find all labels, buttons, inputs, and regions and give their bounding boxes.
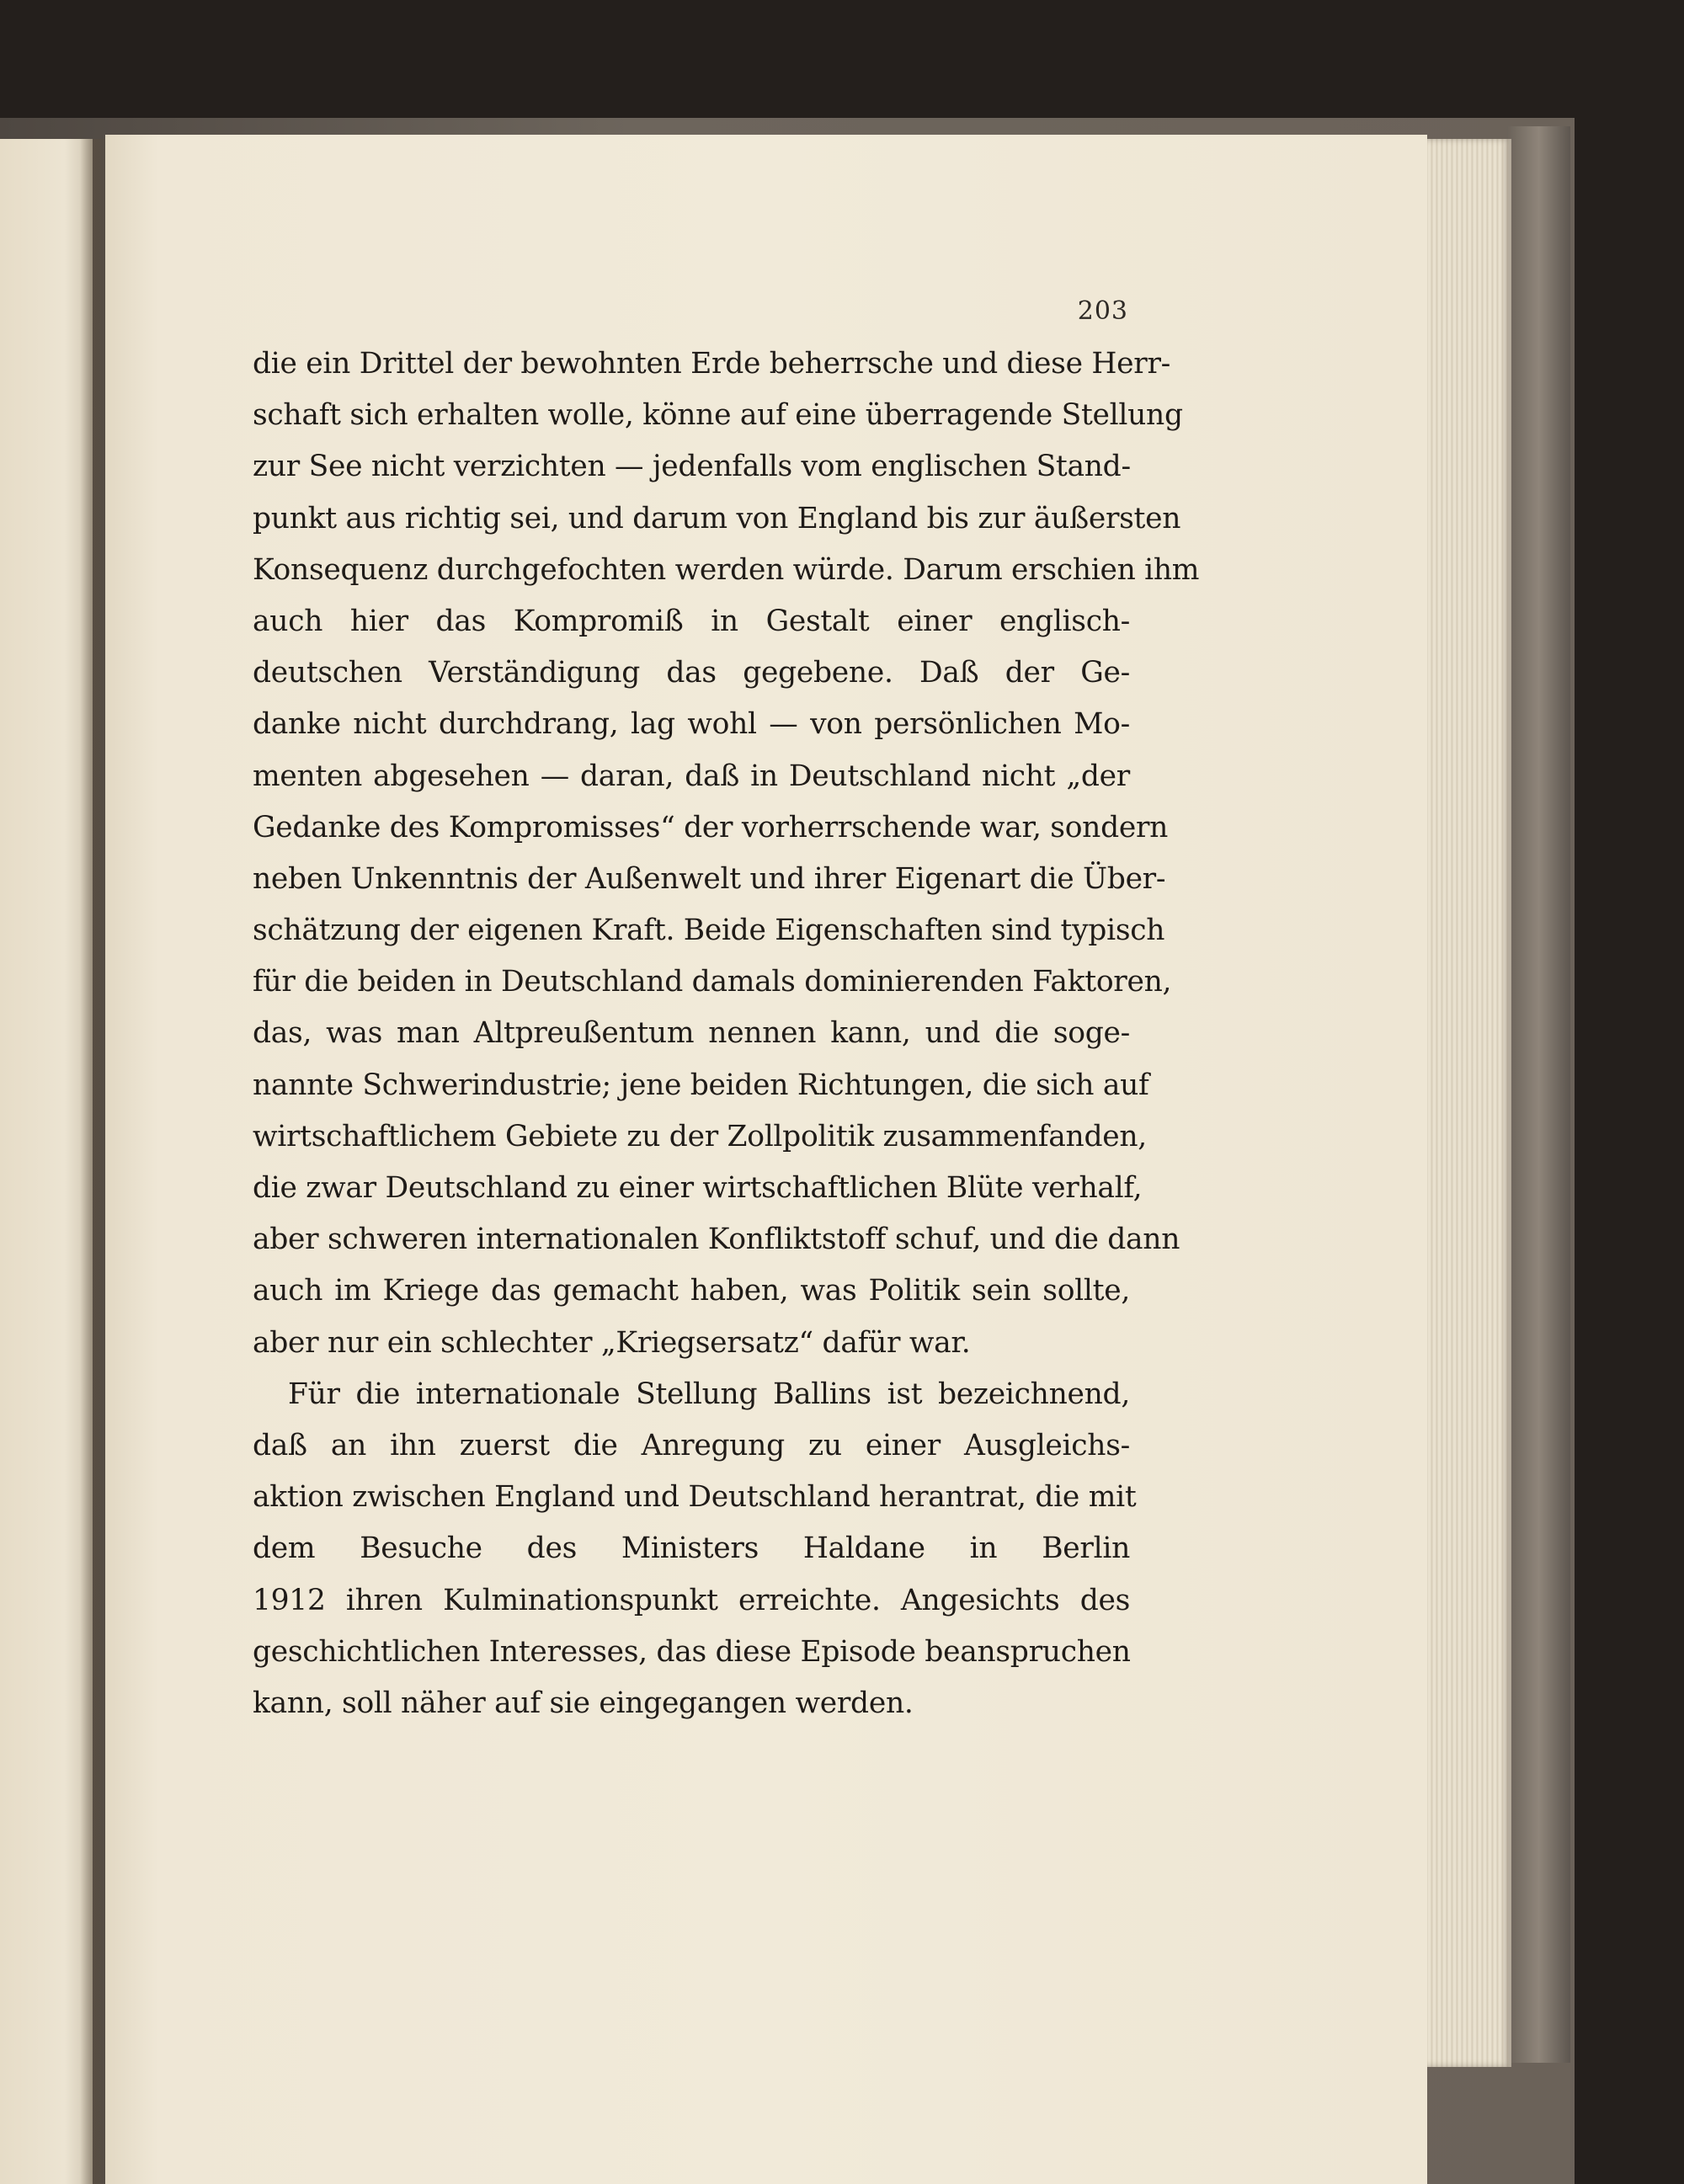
- text-line: nannte Schwerindustrie; jene beiden Richtungen, die sich auf: [253, 1068, 1149, 1102]
- text-line: das, was man Altpreußentum nennen kann, und die soge-: [253, 1016, 1130, 1051]
- text-line: auch hier das Kompromiß in Gestalt einer englisch-: [253, 604, 1130, 638]
- text-line: schaft sich erhalten wolle, könne auf eine überragende Stellung: [253, 398, 1183, 433]
- text-line: für die beiden in Deutschland damals dominierenden Faktoren,: [253, 965, 1172, 999]
- text-line: daß an ihn zuerst die Anregung zu einer Ausgleichs-: [253, 1428, 1130, 1462]
- text-line: kann, soll näher auf sie eingegangen werden.: [253, 1686, 914, 1720]
- text-line: danke nicht durchdrang, lag wohl — von persönlichen Mo-: [253, 707, 1130, 742]
- body-text: [253, 338, 1200, 1729]
- text-line: aber schweren internationalen Konfliktstoff schuf, und die dann: [253, 1223, 1180, 1257]
- text-line: Für die internationale Stellung Ballins ist bezeichnend,: [288, 1377, 1130, 1411]
- text-line: aber nur ein schlechter „Kriegsersatz“ dafür war.: [253, 1325, 971, 1360]
- page-edges: [1423, 139, 1511, 2067]
- text-line: schätzung der eigenen Kraft. Beide Eigenschaften sind typisch: [253, 914, 1165, 948]
- text-line: wirtschaftlichem Gebiete zu der Zollpolitik zusammenfanden,: [253, 1119, 1147, 1153]
- text-line: aktion zwischen England und Deutschland herantrat, die mit: [253, 1480, 1137, 1515]
- left-page: [0, 139, 93, 2184]
- text-line: die ein Drittel der bewohnten Erde beherrsche und diese Herr-: [253, 347, 1170, 381]
- text-line: menten abgesehen — daran, daß in Deutschland nicht „der: [253, 759, 1130, 793]
- text-line: punkt aus richtig sei, und darum von England bis zur äußersten: [253, 501, 1181, 535]
- text-line: neben Unkenntnis der Außenwelt und ihrer Eigenart die Über-: [253, 861, 1166, 896]
- text-line: Gedanke des Kompromisses“ der vorherrschende war, sondern: [253, 810, 1169, 844]
- text-line: deutschen Verständigung das gegebene. Daß der Ge-: [253, 656, 1130, 690]
- cover-edge: [1507, 126, 1570, 2063]
- text-line: die zwar Deutschland zu einer wirtschaftlichen Blüte verhalf,: [253, 1171, 1143, 1205]
- text-line: Konsequenz durchgefochten werden würde. Darum erschien ihm: [253, 552, 1200, 587]
- page-number: 203: [1077, 296, 1128, 326]
- text-line: 1912 ihren Kulminationspunkt erreichte. Angesichts des: [253, 1583, 1130, 1617]
- text-line: auch im Kriege das gemacht haben, was Politik sein sollte,: [253, 1274, 1130, 1308]
- text-line: zur See nicht verzichten — jedenfalls vom englischen Stand-: [253, 450, 1131, 484]
- text-line: dem Besuche des Ministers Haldane in Berlin: [253, 1531, 1130, 1566]
- text-line: geschichtlichen Interesses, das diese Episode beanspruchen: [253, 1634, 1131, 1669]
